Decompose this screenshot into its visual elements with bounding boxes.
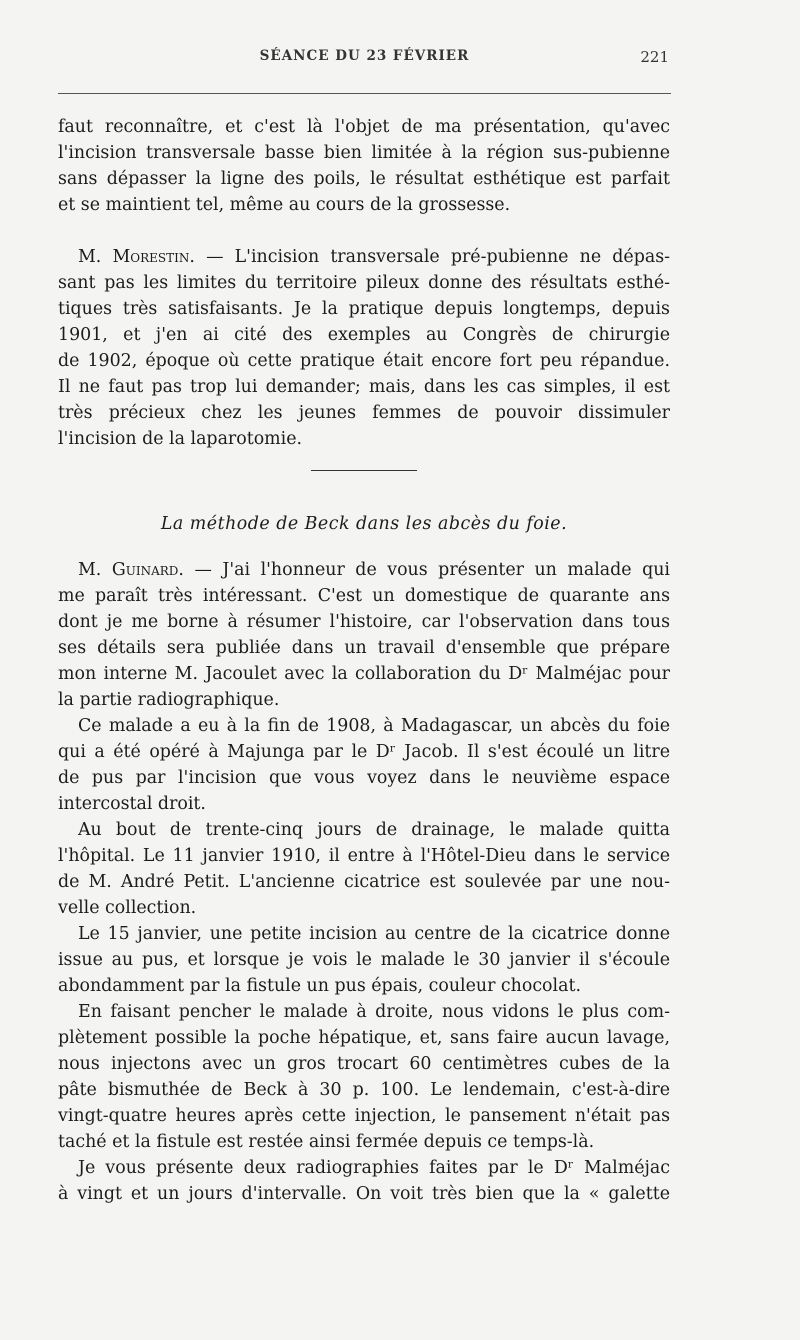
speaker-name: M. Guinard. — [78, 560, 184, 580]
paragraph-history — [58, 713, 670, 817]
text-line: tiques très satisfaisants. Je la pratique depuis longtemps, depuis — [58, 299, 670, 319]
paragraph-guinard — [58, 557, 670, 713]
text-line: faut reconnaître, et c'est là l'objet de ma présentation, qu'avec — [58, 117, 670, 137]
text-line: sans dépasser la ligne des poils, le résultat esthétique est parfait — [58, 169, 670, 189]
page-header — [58, 48, 671, 74]
text-line: Au bout de trente-cinq jours de drainage, le malade quitta — [78, 820, 670, 840]
text-line: de pus par l'incision que vous voyez dans le neuvième espace — [58, 768, 670, 788]
text-line: l'hôpital. Le 11 janvier 1910, il entre à l'Hôtel-Dieu dans le service — [58, 846, 670, 866]
text-line: me paraît très intéressant. C'est un domestique de quarante ans — [58, 586, 670, 606]
text-line: nous injectons avec un gros trocart 60 centimètres cubes de la — [58, 1054, 670, 1074]
paragraph-morestin — [58, 244, 670, 452]
text-line: dont je me borne à résumer l'histoire, car l'observation dans tous — [58, 612, 670, 632]
text-line: sant pas les limites du territoire pileux donne des résultats esthé- — [58, 273, 670, 293]
text-line: de 1902, époque où cette pratique était encore fort peu répandue. — [58, 351, 670, 371]
text-line: l'incision transversale basse bien limitée à la région sus-pubienne — [58, 143, 670, 163]
paragraph-radiographs — [58, 1155, 670, 1207]
page-body — [58, 114, 670, 1207]
text-line: plètement possible la poche hépatique, et, sans faire aucun lavage, — [58, 1028, 670, 1048]
text-line: très précieux chez les jeunes femmes de pouvoir dissimuler — [58, 403, 670, 423]
section-title: La méthode de Beck dans les abcès du foie. — [160, 514, 568, 534]
text-fragment: — J'ai l'honneur de vous présenter un malade qui — [183, 560, 670, 580]
text-line: l'incision de la laparotomie. — [58, 429, 303, 449]
text-line: abondamment par la fistule un pus épais, couleur chocolat. — [58, 976, 581, 996]
text-line — [58, 244, 670, 270]
running-head: SÉANCE DU 23 FÉVRIER — [259, 48, 470, 64]
paragraph-conclusion — [58, 114, 670, 218]
text-fragment: — L'incision transversale pré-pubienne ne dépas- — [194, 247, 670, 267]
text-line: Le 15 janvier, une petite incision au centre de la cicatrice donne — [78, 924, 670, 944]
text-line: 1901, et j'en ai cité des exemples au Congrès de chirurgie — [58, 325, 670, 345]
paragraph-drainage — [58, 817, 670, 921]
text-line: Ce malade a eu à la fin de 1908, à Madagascar, un abcès du foie — [78, 716, 670, 736]
text-line: ses détails sera publiée dans un travail d'ensemble que prépare — [58, 638, 670, 658]
text-line: intercostal droit. — [58, 794, 206, 814]
text-line: Il ne faut pas trop lui demander; mais, dans les cas simples, il est — [58, 377, 670, 397]
text-line: Je vous présente deux radiographies faites par le Dʳ Malméjac — [78, 1158, 670, 1178]
paragraph-gap — [58, 218, 670, 244]
text-line: de M. André Petit. L'ancienne cicatrice est soulevée par une nou- — [58, 872, 670, 892]
text-line: qui a été opéré à Majunga par le Dʳ Jacob. Il s'est écoulé un litre — [58, 742, 670, 762]
text-line: velle collection. — [58, 898, 197, 918]
text-line: En faisant pencher le malade à droite, nous vidons le plus com- — [78, 1002, 670, 1022]
paragraph-injection — [58, 999, 670, 1155]
text-line: issue au pus, et lorsque je vois le malade le 30 janvier il s'écoule — [58, 950, 670, 970]
paragraph-incision — [58, 921, 670, 999]
text-line — [58, 557, 670, 583]
text-line: mon interne M. Jacoulet avec la collaboration du Dʳ Malméjac pour — [58, 664, 670, 684]
text-line: taché et la fistule est restée ainsi fermée depuis ce temps-là. — [58, 1132, 595, 1152]
text-line: et se maintient tel, même au cours de la grossesse. — [58, 195, 511, 215]
text-line: la partie radiographique. — [58, 690, 280, 710]
speaker-name: M. Morestin. — [78, 247, 195, 267]
text-line: vingt-quatre heures après cette injection, le pansement n'était pas — [58, 1106, 670, 1126]
text-line: pâte bismuthée de Beck à 30 p. 100. Le lendemain, c'est-à-dire — [58, 1080, 670, 1100]
text-line: à vingt et un jours d'intervalle. On voit très bien que la « galette — [58, 1184, 670, 1204]
section-divider — [311, 470, 417, 471]
header-rule — [58, 93, 671, 94]
page-number: 221 — [640, 48, 669, 66]
